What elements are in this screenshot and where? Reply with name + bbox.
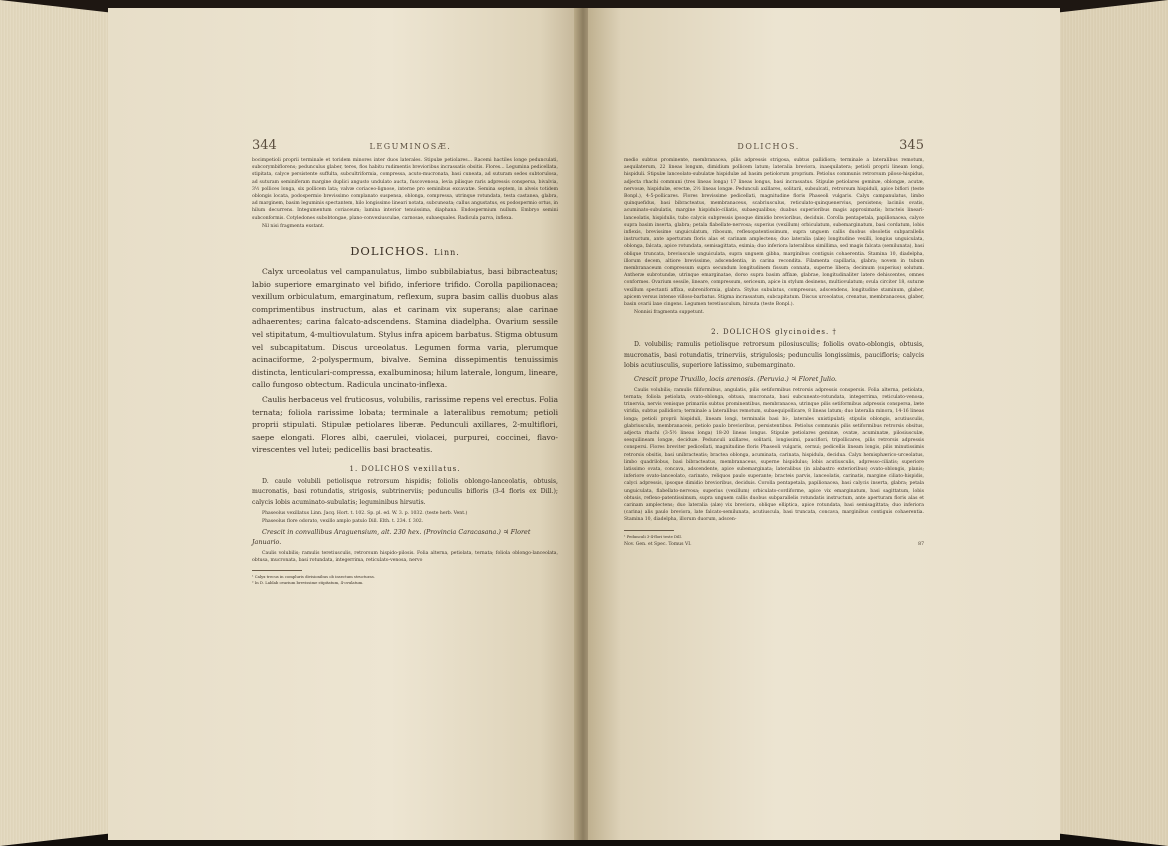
species-2-habitat: Crescit prope Truxillo, locis arenosis. (Peruvia.) ♃ Floret Julio. [634, 374, 837, 383]
left-footnote-1: ¹ Calyx trecus in compluris divisionibus ob insectum structuras. [252, 573, 375, 579]
left-page [108, 8, 578, 840]
right-nil-line: Nonnisi fragmenta suppetunt. [634, 310, 705, 316]
species-1-habitat: Crescit in convallibus Araguensium, alt. 230 hex. (Provincia Caracasana.) ♃ Floret Januario. [252, 527, 531, 546]
left-page-number: 344 [252, 138, 277, 153]
genus-habit: Caulis herbaceus vel fruticosus, volubilis, rarissime repens vel erectus. Folia ternata; foliola rarissime lobata; terminale a lateralibus remotum; petioli proprii stipulati. Stipulæ petiolares liberæ. Pedunculi axillares, 2-multiflori, saepe elongati. Flores albi, caerulei, violacei, purpurei, coccinei, flavo-virescentes vel lutei; pedicellis basi bracteatis. [252, 394, 558, 455]
right-running-title: DOLICHOS. [737, 142, 800, 151]
signature-mark: 87 [918, 541, 924, 547]
genus-author: Linn. [434, 248, 460, 258]
species-1-diagnosis: D. caule volubili petiolisque retrorsum hispidis; foliolis oblongo-lanceolatis, obtusis, mucronatis, basi rotundatis, strigosis, subtrinerviis; pedunculis bifloris (3-4 floris ex Dill.); calycis lobis acuminato-subulatis; leguminibus hirsutis. [252, 477, 558, 506]
left-running-head [252, 138, 558, 153]
right-page-number: 345 [899, 138, 924, 153]
signature-line [624, 542, 924, 547]
species-2-diagnosis: D. volubilis; ramulis petiolisque retrorsum pilosiusculis; foliolis ovato-oblongis, obtusis, mucronatis, basi rotundatis, trinerviis, strigulosis; pedunculis longissimis, paucifloris; calycis lobis acutiusculis, superiore latissimo, subemarginato. [624, 341, 924, 370]
right-footnote: ¹ Pedunculi 3-4-flori teste Dill. [624, 533, 682, 539]
species-1-synonym-2: Phaseolus flore odorato, vexillo amplo patulo Dill. Elth. t. 234. f. 302. [262, 519, 424, 525]
right-running-head [624, 138, 924, 153]
right-page-text [624, 138, 924, 547]
right-footnote-rule [624, 530, 674, 531]
right-page [588, 8, 1060, 840]
species-2-title: 2. DOLICHOS glycinoides. † [711, 328, 837, 337]
left-running-title: LEGUMINOSÆ. [369, 142, 452, 151]
right-top-paragraph: medio subtus prominente, membranacea, pilis adpressis strigosa, subtus pallidiora; terminale a lateralibus remotum, aequilaterum, 22 lineas longum, dimidium pollicem latum; lateralia breviora, inaequilatera; petioli proprii lineam longi, hispiduli. Stipulæ lanceolato-subulatæ hispidulæ ad basim petiolorum proprium. Petiolus communis retrorsum piloso-hispidus, adjecta rhachi communi (tres lineas longa) 17 lineas longus, basi incrassatus. Stipulæ petiolares geminæ, oblongæ, acutæ, nervosæ, hispidulæ, erectæ, 2½ lineas longæ. Pedunculi axillares, solitarii, subsulcati, retrorsum hispiduli, apice biflori (teste Bonpl.), 4-5-pollicares. Flores brevissime pedicellati, magnitudine floris Phaseoli vulgaris. Calyx campanulatus, limbo quinquefidus, basi bibracteatus, membranaceus, scabriusculus, reticulato-quinquenervius, persistens; laciniis ovatis, acuminato-subulatis, margine hispidulo-ciliatis, subaequalibus; duabus superioribus magis approximatis; bracteis lineari-lanceolatis, hispidulis, tubo calycis subpressis ipsoque dimidio brevioribus, deciduis. Corolla pentapetala, papilionacea, calyce supra basim inserta, glabra; petala flabellate-nervosa; superius (vexillum) orbiculatum, subemarginatum, basi cordatum, lobis inflexis, brevissime unguiculatum, ribosum, reflexopatentissimum, supra unguem callis duobus obsoletis subparallelis instructum, ante aperturam floris alas et carinam amplectens; duo lateralia (alæ) longitudine vexilli, longius unguiculata, oblonga, falcata, apice rotundata, semisagittata, eximia; duo inferiora lateralibus simillima, sed magis falcata (semilunata), basi oblique truncata, breviuscule unguiculata, supra unguem gibba, marginibus contiguis cohaerentia. Stamina 10, diadelpha, illorum decem, altiore brevissime, adscendentia, in carina recondita. Filamenta capillaria, glabra; novem in tubum membranaceum compressum supra secundum longitudinem fissum connata, superne libera; decimum (superius) solutum. Antheræ subrotundæ, utrinque emarginatae, dorso supra basim affixæ, glabrae, longitudinaliter latere dehiscentes, omnes conformes. Ovarium sessile, lineare, compressum, sericeum, apice in stylum desinens, multiovulatum; ovula circiter 18, suturæ vexillum spectanti affixa, subreniformia, glabra. Stylus subulatus, compressus, adscendens, longitudine staminum, glaber, apicem versus intense villoso-barbatus. Stigma incrassatum, subcapitatum. Discus urceolatus, crenatus, membranaceus, glaber, basin ovarii laxe cingens. Legumen teretiusculum, hirsuta (teste Bonpl.). [624, 158, 924, 308]
species-2-description: Caulis volubilis; ramulis filiformibus, angulatis, pilis setiformibus retrorsis adpressis conspersis. Folia alterna, petiolata, ternata; foliola petiolata, ovato-oblonga, obtusa, mucronata, basi subcuneato-rotundata, integerrima, reticulato-venosa, trinervia, nervis venisque primariis subtus prominentibus, membranacea, utrinque pilis setiformibus adpressis conspersa, læte viridia, subtus pallidiora; terminale a lateralibus remotum, subaequipollicare, 8 lineas latum; duo lateralia minora, 14-16 lineas longa; petioli proprii hispiduli, lineam longi, terminalis basi bi-, laterales unistipulati; stipulis oblongis, acutiusculis, glabriusculis, membranaceis, petiolo paulo brevioribus, persistentibus. Petiolus communis pilis setiformibus retrorsis obsitus, adjecta rhachi (3-5½ lineas longa) 18-20 lineas longus. Stipulæ petiolares geminæ, ovatæ, acuminatæ, pilosiusculæ, sesquilineam longæ, deciduæ. Pedunculi axillares, solitarii, longissimi, pauciflori, tripollicares, pilis retrorsis adpressis conspersi. Flores breviter pedicellati, magnitudine floris Phaseoli vulgaris, cernui; pedicellis lineam longis, pilis minutissimis retrorsis obsitis, basi unibracteatis; bractea oblonga, acuminata, carinata, hispidula, decidua. Calyx hemisphærico-urceolatus, limbo quadrilobus, basi bibracteatus, membranaceus, superne hispidulus; lobis acutiusculis, adpresso-ciliatis; superiore latissimo ovata, concava, adscendente, apice subemarginata; lateralibus (in alabastro exterioribus) ovato-oblongis, planis; inferiore ovato-lanceolato, carinato, reliquos paulo superante; bracteis parvis, lanceolatis, carinatis, margine ciliato-hispidis, calyci adpressis, ipsoque dimidio brevioribus, deciduis. Corolla pentapetala, papilionacea, basi calycis inserta, glabra; petala unguiculata, flabellato-nervosa; superius (vexillum) orbiculato-cordiforme, apice vix emarginatum, basi sagittatum, lobis obtusis, reflexo-patentissimum, supra unguem callis duobus subparallelis rotundatis instructum, ante aperturam floris alas et carinam amplectens; duo lateralia (alæ) vix breviora, oblique elliptica, apice rotundata, basi semisagittata; duo inferiora (carina) alis paulo breviora, late falcato-semilunata, acutiuscula, basi truncata, concava, marginibus contiguis cohaerentia. Stamina 10, diadelpha, illorum duorum, adscen- [624, 387, 924, 523]
left-nil-line: Nil nisi fragmenta exstant. [262, 223, 325, 229]
signature-title: Nov. Gen. et Spec. Tomus VI. [624, 541, 692, 547]
left-footnote-2: ² In D. Lablab ovarium brevissime stipitatum, 4-ovulatum. [252, 580, 364, 586]
species-1-description: Caulis volubilis; ramulis teretiusculis, retrorsum hispido-pilosis. Folia alterna, petiolata, ternata; foliola oblongo-lanceolata, obtusa, mucronata, basi rotundata, integerrima, reticulato-venosa, nervo [252, 550, 558, 563]
left-page-text [252, 138, 558, 586]
footnote-rule [252, 570, 302, 571]
genus-title: DOLICHOS. [350, 244, 430, 259]
left-top-paragraph: bocimpetioli proprii terminale et toridem minores inter duos laterales. Stipulæ petiolares... Racemi hactiles longe pedunculati, subcorymbiflorens; pedunculus glaber, teres, flos habitu rudimentis brevioribus incrassatis obsitis. Flores... Legumina pedicellata, stipitata, calyce persistente suffulta, subcultriformia, compressa, acuto-mucronata, basi cuneata, ad suturam sedes subtorulosa, ad suturam seminiferam margine duplici angusto undulato aucta, fuscovenosa, levia pilisque raris adpressis conspersa, bivalvia, 3½ pollices longa, six pollicem lata; valvæ coriaceo-lignose, interne pro seminibus excavatæ. Semina septem, in alveis totidem oblongis locata, podospermio brevissimo complanato suspensa, oblonga, compressa, utrinque rotundata, testa castanea, glabra, ad marginem, basim leguminis spectantem, hilo longissimo lineari notata, subcuneata; callus angustatus, ex podospermio ortus, in hilum decurrens. Integumentum coriaceum; lamina interior tenuissima, diaphana. Endospermium nullum. Embryo semini subconformis. Cotyledones subobtongae, plano-convexiusculae, carnosae, subaequales. Radicula parva, inflexa. [252, 158, 558, 221]
species-1-title: 1. DOLICHOS vexillatus. [349, 464, 461, 473]
genus-heading [252, 244, 558, 258]
left-page-edges [0, 0, 112, 846]
species-1-synonym-1: Phaseolus vexillatus Linn. Jacq. Hort. t. 102. Sp. pl. ed. W. 3. p. 1032. (teste herb. Vent.) [262, 511, 468, 517]
genus-description: Calyx urceolatus vel campanulatus, limbo subbilabiatus, basi bibracteatus; labio superiore emarginato vel bifido, inferiore trifido. Corolla papilionacea; vexillum orbiculatum, emarginatum, reflexum, supra basim callis duobus alas comprimentibus instructum, alas et carinam vix superans; alae carinae adhaerentes; carina falcato-adscendens. Stamina diadelpha. Ovarium sessile vel stipitatum, 4-multiovulatum. Stylus infra apicem barbatus. Stigma obtusum vel subcapitatum. Discus urceolatus. Legumen forma varia, plerumque acinaciforme, 2-polyspermum, bivalve. Semina dissepimentis tenuissimis distincta, lenticulari-compressa, exalbuminosa; hilum laterale, longum, lineare, callo fungoso obtectum. Radicula uncinato-inflexa. [252, 267, 559, 390]
right-page-edges [1056, 0, 1168, 846]
